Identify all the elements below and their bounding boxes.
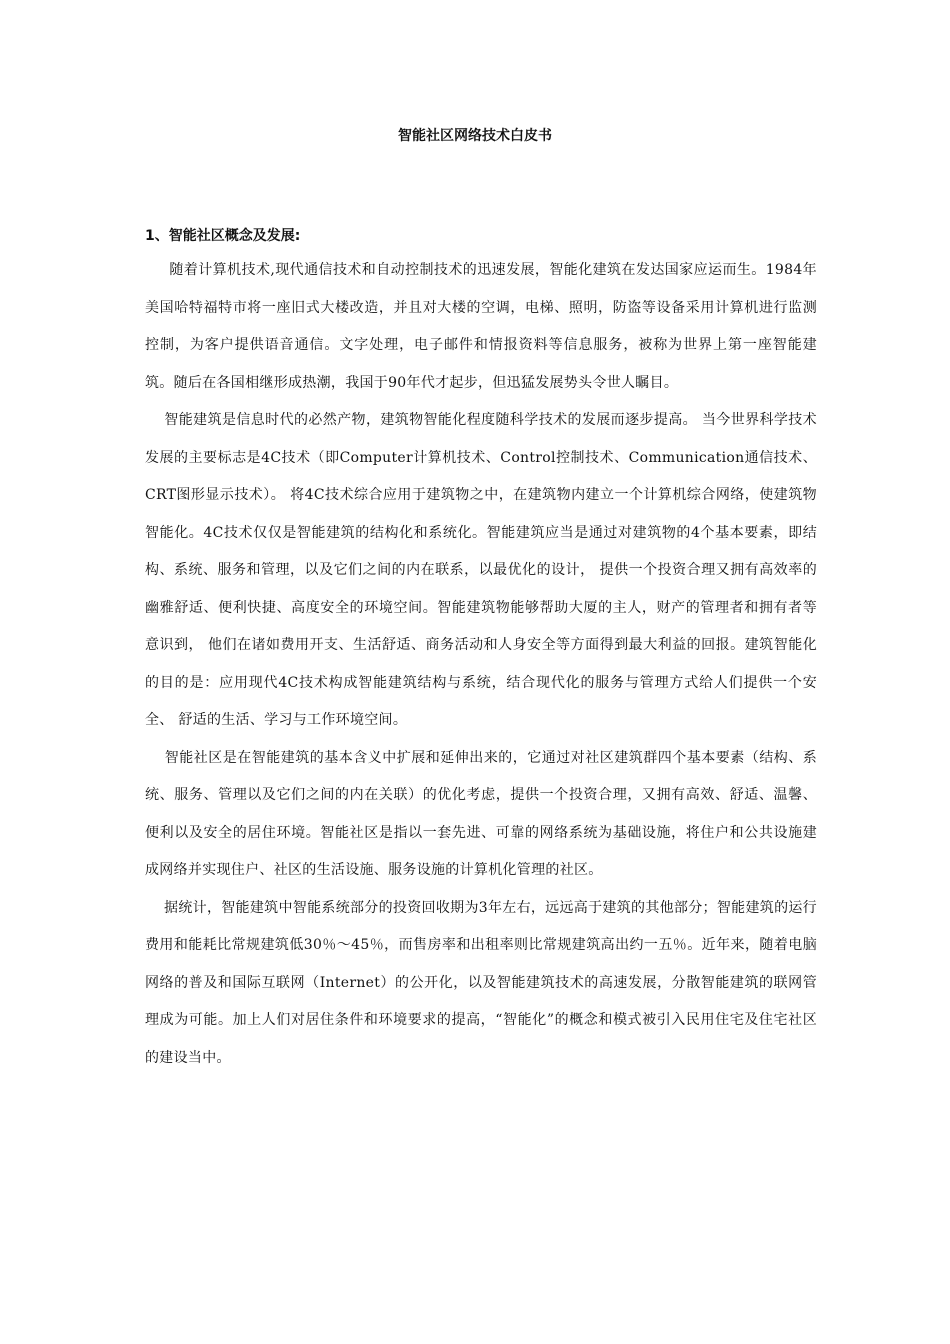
- paragraph-intelligent-community: 智能社区是在智能建筑的基本含义中扩展和延伸出来的，它通过对社区建筑群四个基本要素（结构、系统、服务、管理以及它们之间的内在关联）的优化考虑，提供一个投资合理，又拥有高效、舒适、温馨、便利以及安全的居住环境。智能社区是指以一套先进、可靠的网络系统为基础设施，将住户和公共设施建成网络并实现住户、社区的生活设施、服务设施的计算机化管理的社区。: [145, 749, 817, 878]
- paragraph-statistics: 据统计，智能建筑中智能系统部分的投资回收期为3年左右，远远高于建筑的其他部分；智能建筑的运行费用和能耗比常规建筑低30％～45％，而售房率和出租率则比常规建筑高出约一五％。近年来，随着电脑网络的普及和国际互联网（Internet）的公开化，以及智能建筑技术的高速发展，分散智能建筑的联网管理成为可能。加上人们对居住条件和环境要求的提高，“智能化”的概念和模式被引入民用住宅及住宅社区的建设当中。: [145, 899, 817, 1066]
- document-title: 智能社区网络技术白皮书: [398, 128, 552, 144]
- paragraph-intelligent-building: 智能建筑是信息时代的必然产物，建筑物智能化程度随科学技术的发展而逐步提高。 当今世界科学技术发展的主要标志是4C技术（即Computer计算机技术、Control控制技术、Communication通信技术、CRT图形显示技术）。 将4C技术综合应用于建筑物之中，在建筑物内建立一个计算机综合网络，使建筑物智能化。4C技术仅仅是智能建筑的结构化和系统化。智能建筑应当是通过对建筑物的4个基本要素，即结构、系统、服务和管理，以及它们之间的内在联系，以最优化的设计， 提供一个投资合理又拥有高效率的幽雅舒适、便利快捷、高度安全的环境空间。智能建筑物能够帮助大厦的主人，财产的管理者和拥有者等意识到， 他们在诸如费用开支、生活舒适、商务活动和人身安全等方面得到最大利益的回报。建筑智能化的目的是：应用现代4C技术构成智能建筑结构与系统，结合现代化的服务与管理方式给人们提供一个安全、 舒适的生活、学习与工作环境空间。: [145, 412, 817, 728]
- section-heading: 1、智能社区概念及发展:: [145, 228, 301, 244]
- paragraph-history: 随着计算机技术,现代通信技术和自动控制技术的迅速发展，智能化建筑在发达国家应运而生。1984年美国哈特福特市将一座旧式大楼改造，并且对大楼的空调，电梯、照明，防盗等设备采用计算机进行监测控制，为客户提供语音通信。文字处理，电子邮件和情报资料等信息服务，被称为世界上第一座智能建筑。随后在各国相继形成热潮，我国于90年代才起步，但迅猛发展势头令世人瞩目。: [145, 262, 817, 391]
- document-body: [145, 252, 817, 1077]
